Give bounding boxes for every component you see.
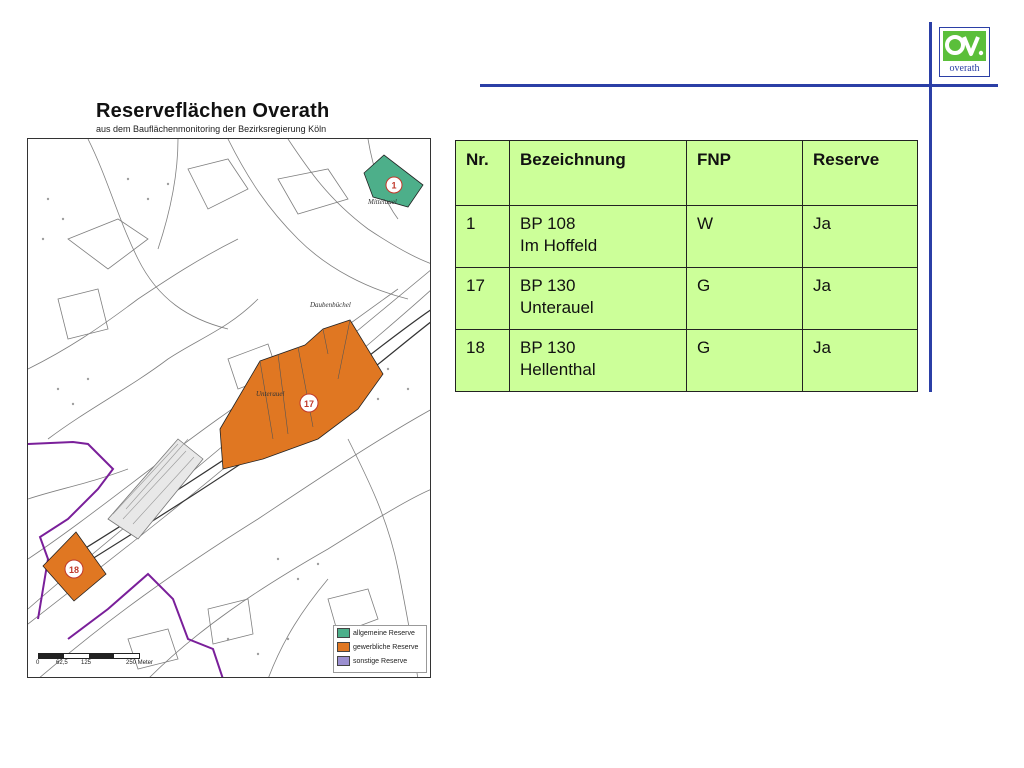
reserve-area-17 [220,320,383,469]
legend-label-sonstige: sonstige Reserve [353,657,408,665]
cell-bezeichnung-line1: BP 130 [520,276,576,295]
legend-row-allgemeine [334,626,426,640]
table-row [456,268,918,330]
place-label-unterauel: Unterauel [256,390,285,398]
header-bezeichnung: Bezeichnung [510,141,687,206]
cell-fnp: G [687,330,803,392]
cell-reserve: Ja [803,330,918,392]
scale-tick-250: 250 Meter [126,660,154,666]
reserve-area-17-number: 17 [303,399,315,409]
cell-bezeichnung-line1: BP 108 [520,214,576,233]
legend-row-sonstige [334,654,426,668]
map-title: Reserveflächen Overath [96,100,330,122]
cell-nr: 1 [456,206,510,268]
cell-nr: 18 [456,330,510,392]
table-header-row [456,141,918,206]
reserve-table [455,140,918,392]
map-scale-bar [34,653,154,673]
reserve-area-map [27,138,431,678]
cell-bezeichnung-line2: Hellenthal [520,360,596,379]
cell-bezeichnung [510,330,687,392]
legend-row-gewerbliche [334,640,426,654]
overath-logo [939,27,990,77]
logo-wordmark: overath [949,63,980,74]
reserve-area-1-number: 1 [391,180,397,191]
cell-bezeichnung-line2: Im Hoffeld [520,236,598,255]
map-title-block [96,100,396,134]
header-reserve: Reserve [803,141,918,206]
map-canvas [28,139,431,678]
reserve-area-18-number: 18 [68,565,80,575]
cell-fnp: G [687,268,803,330]
legend-label-gewerbliche: gewerbliche Reserve [353,643,419,651]
map-subtitle: aus dem Bauflächenmonitoring der Bezirksregierung Köln [96,124,327,134]
cell-bezeichnung [510,268,687,330]
place-label-daubenbuechel: Daubenbüchel [310,301,351,309]
table-row [456,206,918,268]
ov-logo-mark-icon [943,31,986,61]
scale-tick-62-5: 62,5 [56,660,68,666]
scale-bar-graphic [38,653,140,659]
cell-bezeichnung-line2: Unterauel [520,298,594,317]
side-divider-line [929,22,932,392]
legend-swatch-green [337,628,350,638]
header-divider-line [480,84,998,87]
table-row [456,330,918,392]
legend-swatch-orange [337,642,350,652]
cell-fnp: W [687,206,803,268]
cell-bezeichnung-line1: BP 130 [520,338,576,357]
scale-tick-0: 0 [36,660,40,666]
cell-reserve: Ja [803,206,918,268]
cell-nr: 17 [456,268,510,330]
legend-label-allgemeine: allgemeine Reserve [353,629,415,637]
place-label-mittelauel: Mittelauel [368,198,397,206]
scale-tick-125: 125 [81,660,92,666]
cell-bezeichnung [510,206,687,268]
map-legend [333,625,427,673]
header-fnp: FNP [687,141,803,206]
cell-reserve: Ja [803,268,918,330]
header-nr: Nr. [456,141,510,206]
legend-swatch-purple [337,656,350,666]
